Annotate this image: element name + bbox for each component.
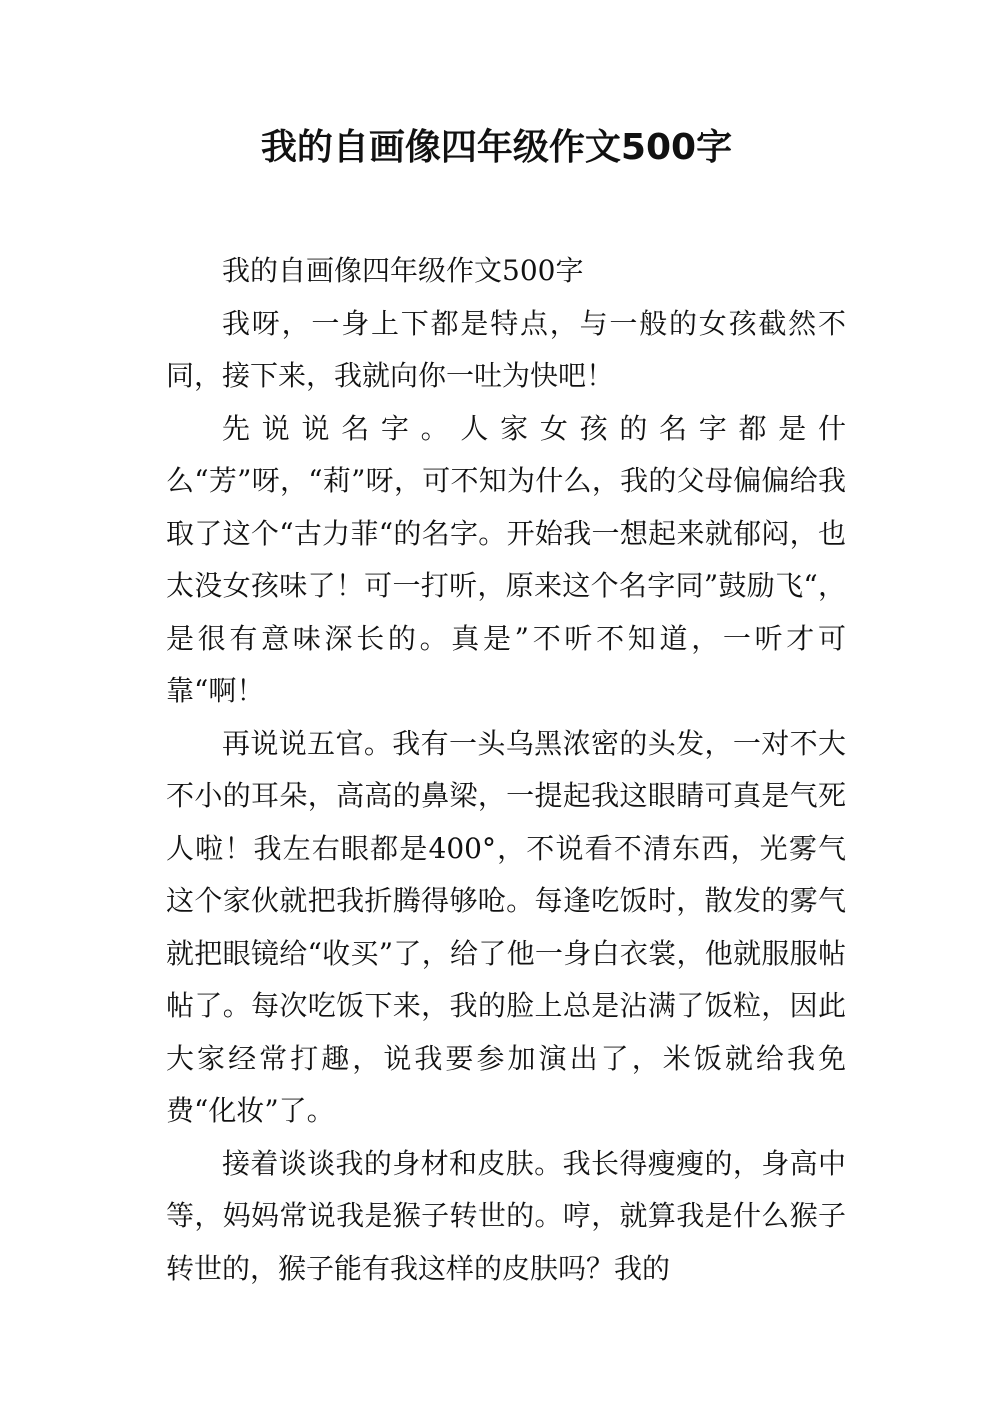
- document-title: 我的自画像四年级作文500字: [260, 127, 733, 168]
- paragraph-features: 再说说五官。我有一头乌黑浓密的头发，一对不大不小的耳朵，高高的鼻梁，一提起我这眼睛可真是气死人啦！我左右眼都是400°，不说看不清东西，光雾气这个家伙就把我折腾得够呛。每逢吃饭时，散发的雾气就把眼镜给“收买”了，给了他一身白衣裳，他就服服帖帖了。每次吃饭下来，我的脸上总是沾满了饭粒，因此大家经常打趣，说我要参加演出了，米饭就给我免费“化妆”了。: [166, 726, 846, 1127]
- paragraph-body-skin: 接着谈谈我的身材和皮肤。我长得瘦瘦的，身高中等，妈妈常说我是猴子转世的。哼，就算我是什么猴子转世的，猴子能有我这样的皮肤吗？我的: [166, 1146, 846, 1285]
- paragraph-intro: 我呀，一身上下都是特点，与一般的女孩截然不同，接下来，我就向你一吐为快吧！: [166, 306, 846, 392]
- paragraph-subtitle: 我的自画像四年级作文500字: [222, 254, 584, 287]
- paragraph-name: 先说说名字。人家女孩的名字都是什么“芳”呀，“莉”呀，可不知为什么，我的父母偏偏给我取了这个“古力菲“的名字。开始我一想起来就郁闷，也太没女孩味了！可一打听，原来这个名字同”鼓励飞“，是很有意味深长的。真是”不听不知道，一听才可靠“啊！: [166, 411, 846, 707]
- document-body: [166, 245, 846, 1295]
